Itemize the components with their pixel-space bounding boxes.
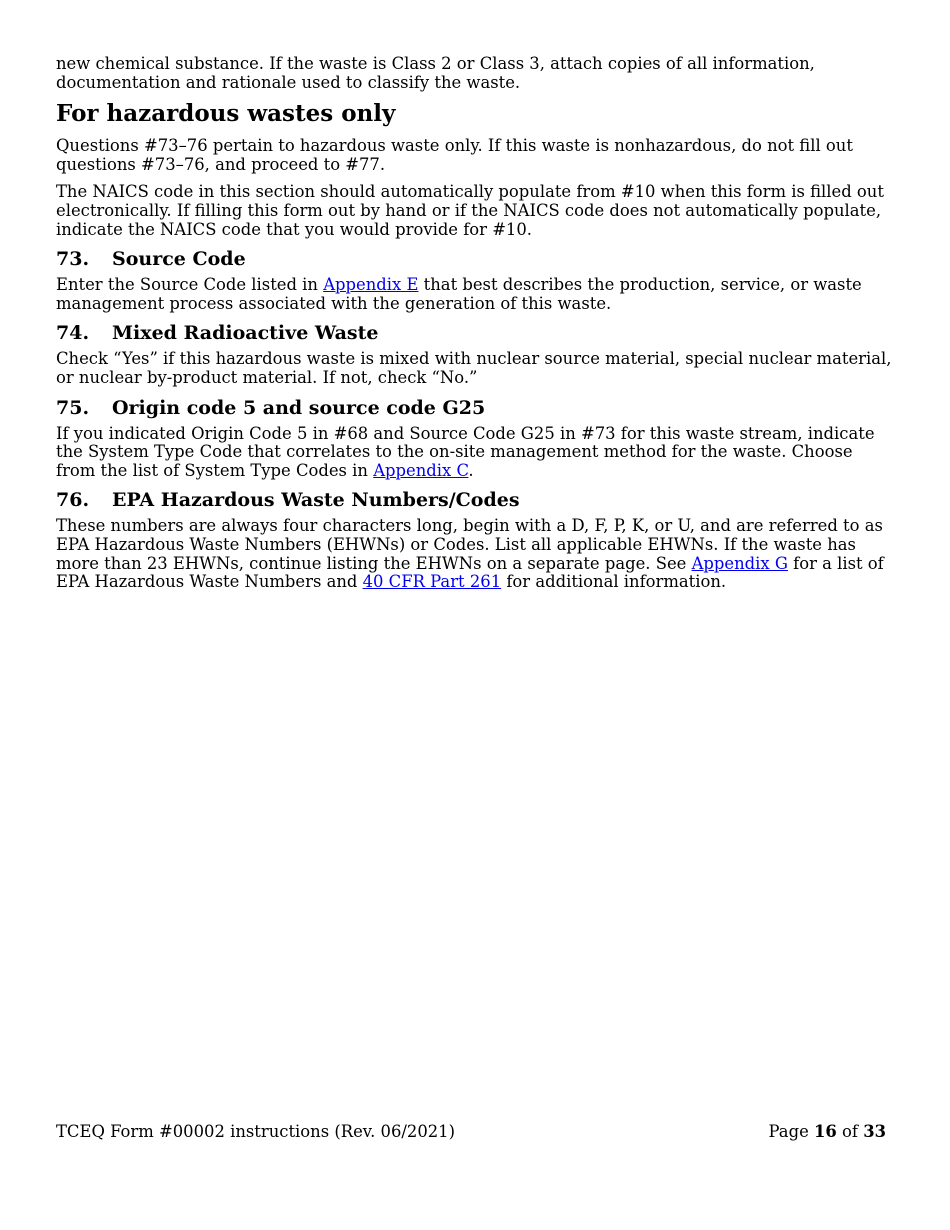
question-73-title: Source Code: [112, 248, 246, 271]
question-76-paragraph: [56, 517, 896, 591]
question-75-text-after: .: [468, 460, 474, 480]
question-73-number: 73.: [56, 248, 90, 271]
question-73-paragraph: [56, 276, 896, 313]
question-76-title: EPA Hazardous Waste Numbers/Codes: [112, 489, 520, 512]
appendix-g-link[interactable]: Appendix G: [691, 553, 788, 573]
document-body: [56, 55, 896, 592]
footer-form-label: TCEQ Form #00002 instructions (Rev. 06/2021): [56, 1122, 455, 1141]
section-paragraph-1: Questions #73–76 pertain to hazardous waste only. If this waste is nonhazardous, do not fill out questions #73–76, and proceed to #77.: [56, 136, 853, 174]
question-76-text-before: These numbers are always four characters long, begin with a D, F, P, K, or U, and are referred to as EPA Hazardous Waste Numbers (EHWNs) or Codes. List all applicable EHWNs. If the waste has more than 23 EHWNs, continue listing the EHWNs on a separate page. See: [56, 516, 883, 573]
question-75-heading: [56, 397, 896, 419]
page-word: Page: [768, 1122, 809, 1141]
question-76-heading: [56, 489, 896, 511]
cfr-part-261-link[interactable]: 40 CFR Part 261: [362, 572, 502, 592]
section-paragraph-2: The NAICS code in this section should automatically populate from #10 when this form is filled out electronically. If filling this form out by hand or if the NAICS code does not automatically populate, indicate the NAICS code that you would provide for #10.: [56, 182, 884, 239]
question-75-text-before: If you indicated Origin Code 5 in #68 and Source Code G25 in #73 for this waste stream, indicate the System Type Code that correlates to the on-site management method for the waste. Choose from the list of System Type Codes in: [56, 423, 875, 480]
question-75-title: Origin code 5 and source code G25: [112, 396, 486, 419]
page-footer: [56, 1122, 886, 1142]
question-76-number: 76.: [56, 489, 90, 512]
question-74-paragraph: Check “Yes” if this hazardous waste is mixed with nuclear source material, special nuclear material, or nuclear by-product material. If not, check “No.”: [56, 349, 892, 387]
appendix-c-link[interactable]: Appendix C: [373, 460, 469, 480]
question-75-number: 75.: [56, 396, 90, 419]
question-76-text-middle: for a list of EPA Hazardous Waste Numbers and: [56, 553, 884, 592]
question-73-heading: [56, 248, 896, 270]
page-number: [769, 1122, 886, 1142]
page-current: 16: [814, 1122, 837, 1141]
appendix-e-link[interactable]: Appendix E: [323, 275, 419, 295]
intro-paragraph: new chemical substance. If the waste is Class 2 or Class 3, attach copies of all information, documentation and rationale used to classify the waste.: [56, 54, 815, 92]
page-of: of: [842, 1122, 858, 1141]
question-74-title: Mixed Radioactive Waste: [112, 322, 379, 345]
question-73-text-before: Enter the Source Code listed in: [56, 275, 324, 295]
question-76-text-after: for additional information.: [501, 572, 727, 592]
question-73-text-after: that best describes the production, service, or waste management process associated with the generation of this waste.: [56, 275, 862, 313]
page-total: 33: [863, 1122, 886, 1141]
question-74-heading: [56, 322, 896, 344]
question-74-number: 74.: [56, 322, 90, 345]
question-75-paragraph: [56, 425, 896, 481]
section-heading: For hazardous wastes only: [56, 100, 396, 128]
